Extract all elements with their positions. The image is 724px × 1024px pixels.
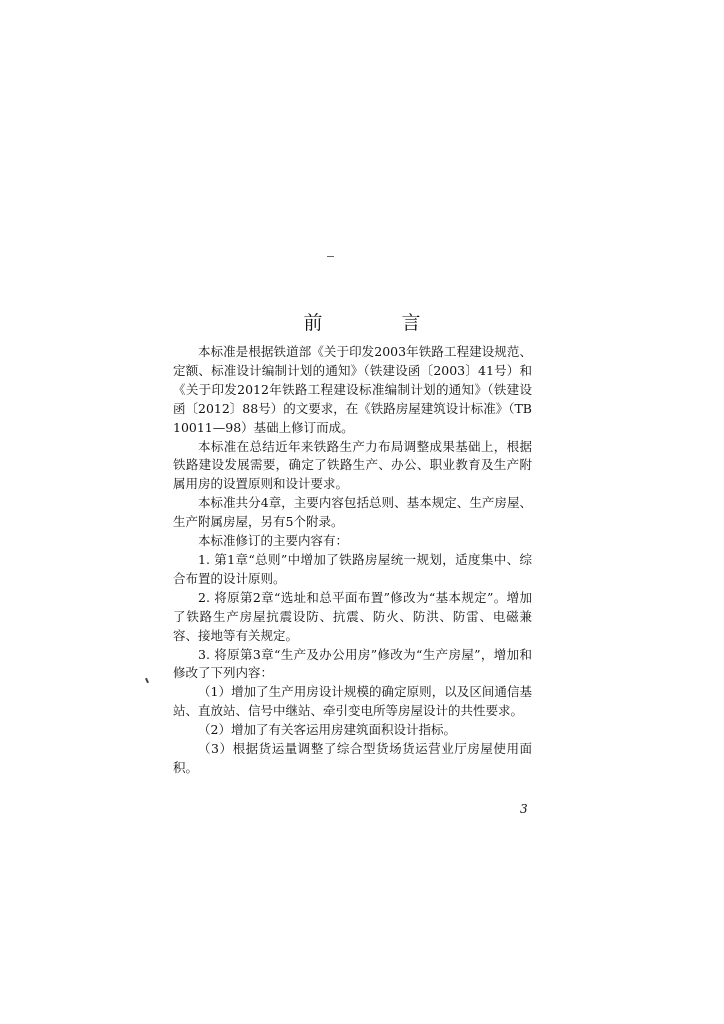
paragraph: 2. 将原第2章“选址和总平面布置”修改为“基本规定”。增加了铁路生产房屋抗震设防、抗震、防火、防洪、防雷、电磁兼容、接地等有关规定。 bbox=[173, 589, 532, 643]
scan-mark bbox=[327, 256, 334, 257]
paragraph: （2）增加了有关客运用房建筑面积设计指标。 bbox=[198, 722, 456, 738]
scan-mark bbox=[145, 678, 149, 683]
paragraph: 本标准修订的主要内容有： bbox=[198, 533, 349, 549]
paragraph: 本标准在总结近年来铁路生产力布局调整成果基础上，根据铁路建设发展需要，确定了铁路生产、办公、职业教育及生产附属用房的设置原则和设计要求。 bbox=[173, 438, 532, 492]
page-number: 3 bbox=[520, 802, 528, 816]
paragraph: 本标准是根据铁道部《关于印发2003年铁路工程建设规范、定额、标准设计编制计划的通知》（铁建设函〔2003〕41号）和《关于印发2012年铁路工程建设标准编制计划的通知》（铁建设函〔2012〕88号）的文要求，在《铁路房屋建筑设计标准》（TB 10011—98）基础上修订而成。 bbox=[173, 344, 532, 435]
body-text bbox=[173, 343, 532, 778]
paragraph: 3. 将原第3章“生产及办公用房”修改为“生产房屋”，增加和修改了下列内容： bbox=[173, 646, 532, 681]
paragraph: 本标准共分4章，主要内容包括总则、基本规定、生产房屋、生产附属房屋，另有5个附录。 bbox=[173, 495, 532, 530]
paragraph: （1）增加了生产用房设计规模的确定原则，以及区间通信基站、直放站、信号中继站、牵引变电所等房屋设计的共性要求。 bbox=[173, 684, 532, 719]
page-title: 前 言 bbox=[303, 311, 451, 334]
paragraph: 1. 第1章“总则”中增加了铁路房屋统一规划，适度集中、综合布置的设计原则。 bbox=[173, 551, 532, 586]
paragraph: （3）根据货运量调整了综合型货场货运营业厅房屋使用面积。 bbox=[173, 741, 532, 775]
